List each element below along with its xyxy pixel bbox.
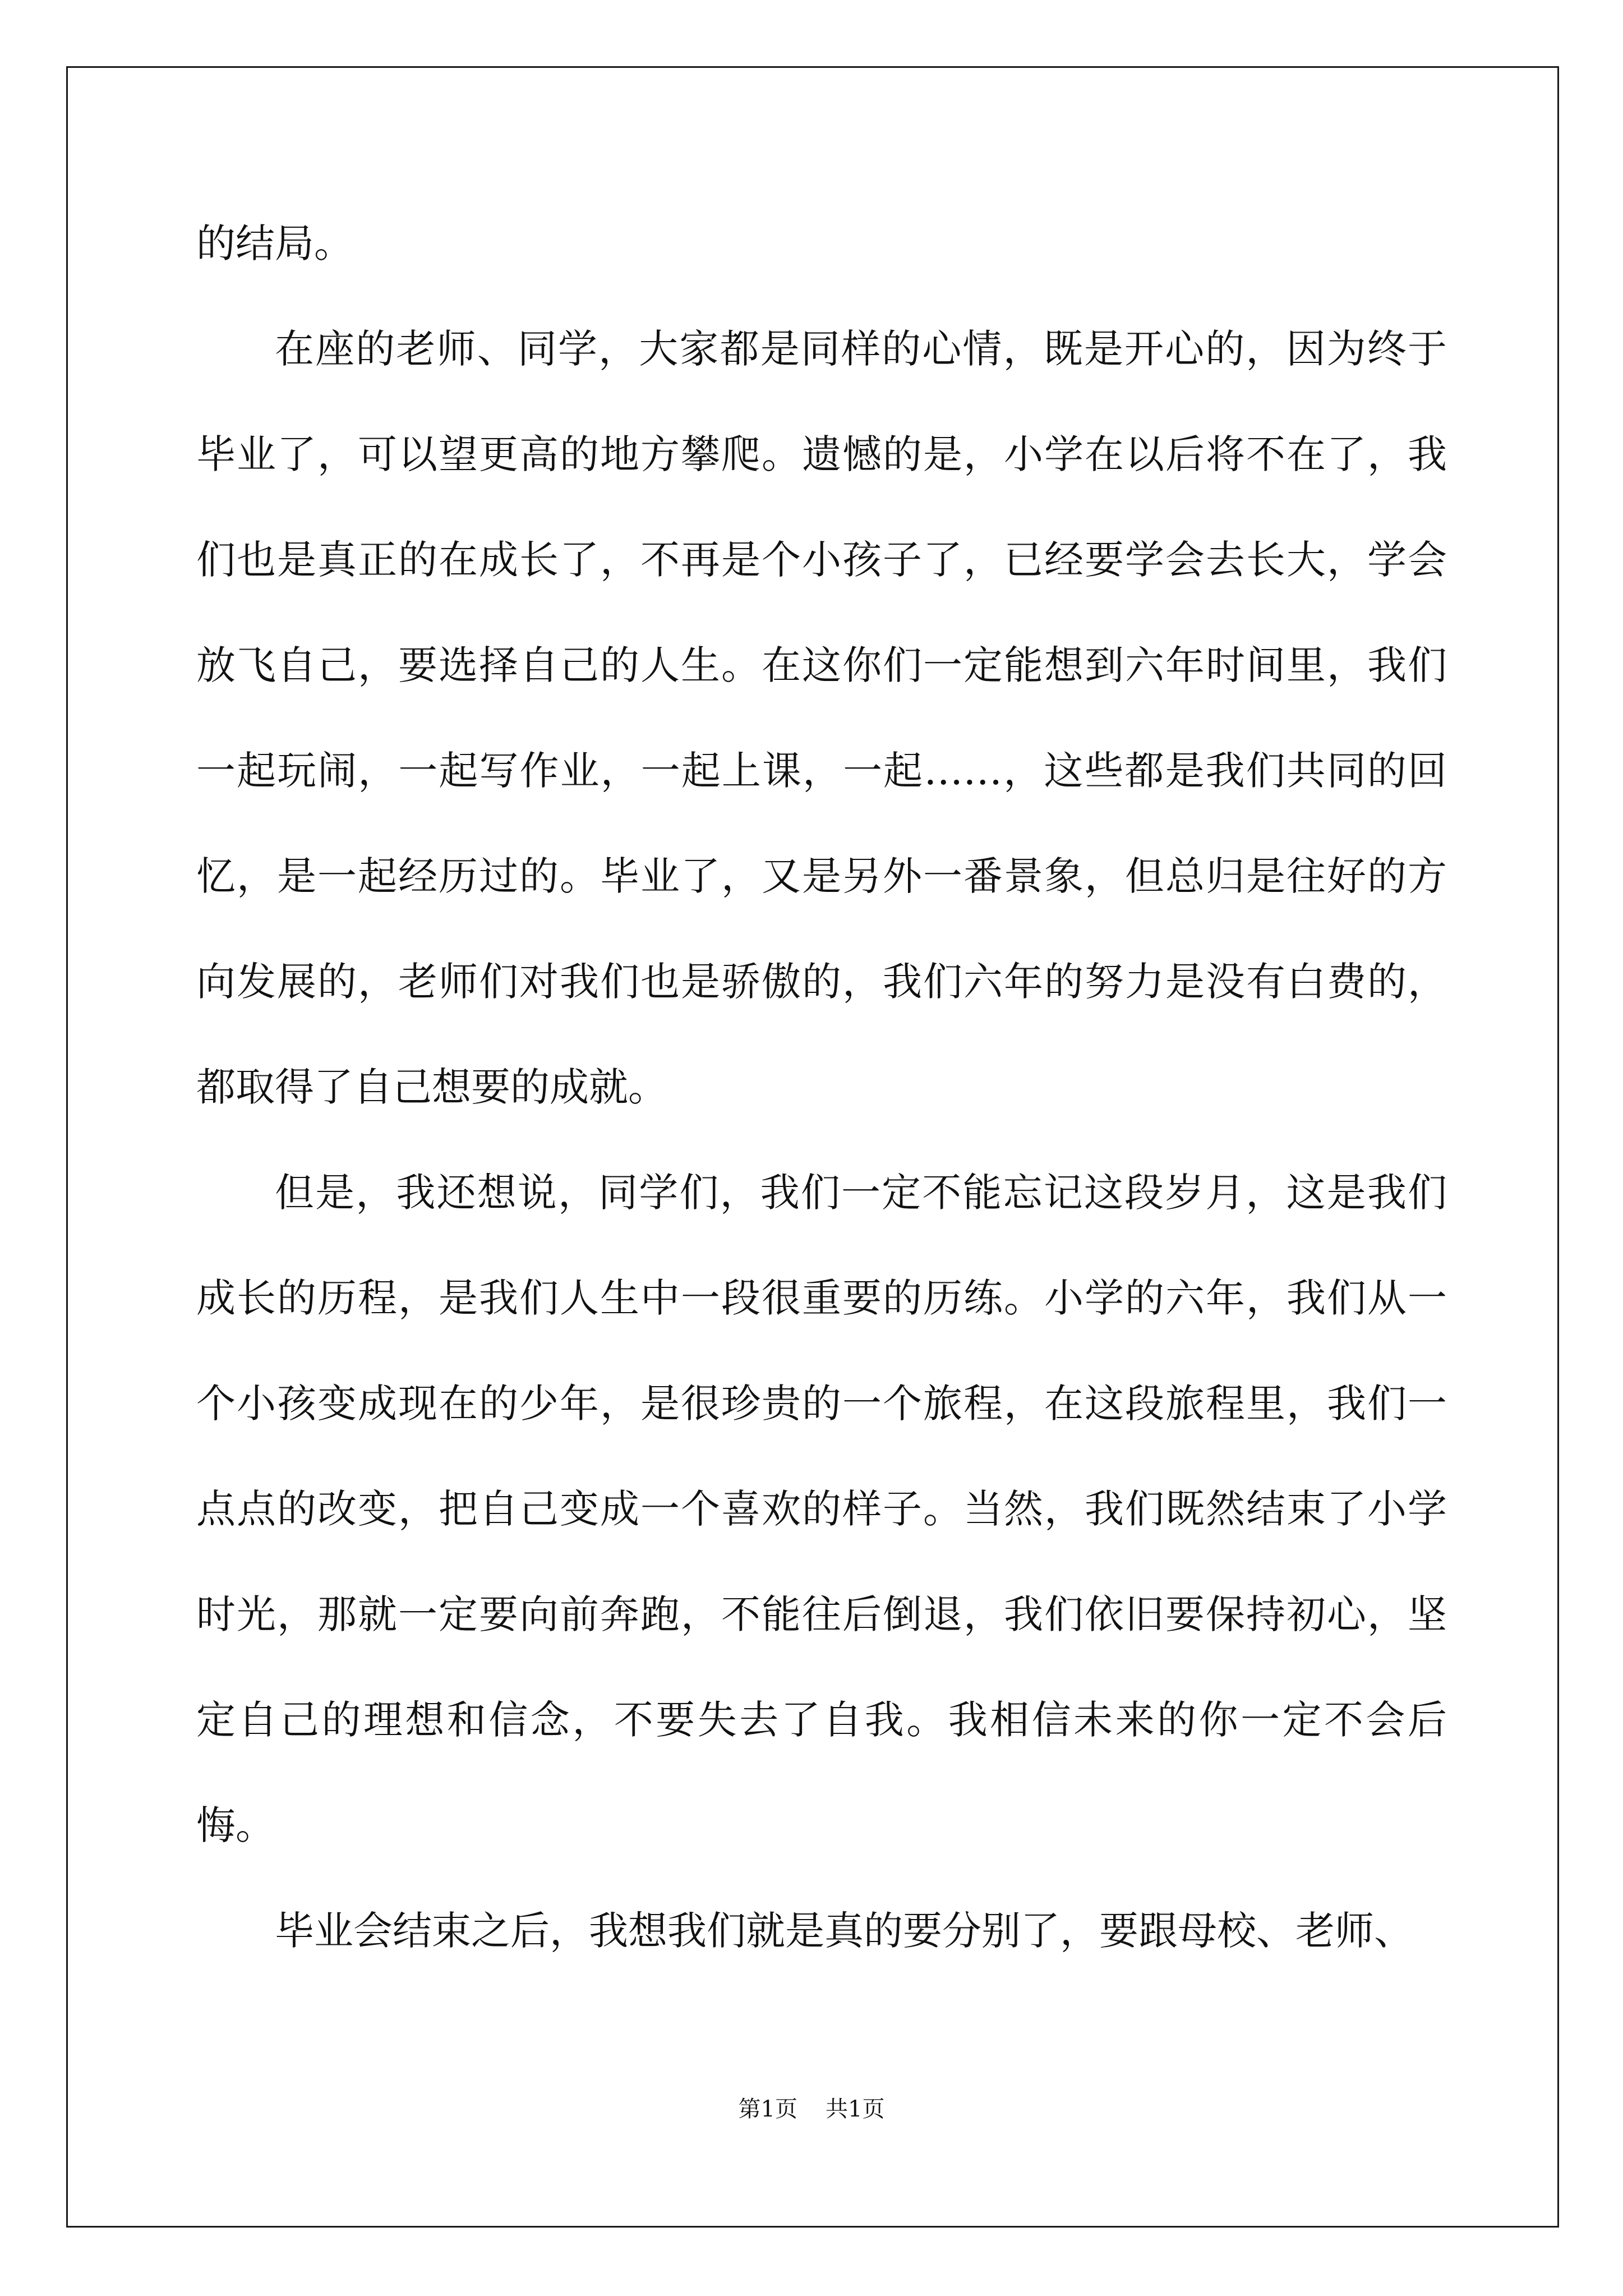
page-number: 第1页 <box>738 2096 797 2122</box>
document-body <box>196 191 1447 1984</box>
paragraph-2: 在座的老师、同学，大家都是同样的心情，既是开心的，因为终于毕业了，可以望更高的地方攀爬。遗憾的是，小学在以后将不在了，我们也是真正的在成长了，不再是个小孩子了，已经要学会去长大，学会放飞自己，要选择自己的人生。在这你们一定能想到六年时间里，我们一起玩闹，一起写作业，一起上课，一起……，这些都是我们共同的回忆，是一起经历过的。毕业了，又是另外一番景象，但总归是往好的方向发展的，老师们对我们也是骄傲的，我们六年的努力是没有白费的，都取得了自己想要的成就。 <box>196 326 1447 1110</box>
paragraph-4: 毕业会结束之后，我想我们就是真的要分别了，要跟母校、老师、 <box>275 1908 1413 1954</box>
page-footer <box>0 2091 1623 2123</box>
page-total: 共1页 <box>826 2096 885 2122</box>
paragraph-1: 的结局。 <box>196 220 353 266</box>
paragraph-3: 但是，我还想说，同学们，我们一定不能忘记这段岁月，这是我们成长的历程，是我们人生中一段很重要的历练。小学的六年，我们从一个小孩变成现在的少年，是很珍贵的一个旅程，在这段旅程里，我们一点点的改变，把自己变成一个喜欢的样子。当然，我们既然结束了小学时光，那就一定要向前奔跑，不能往后倒退，我们依旧要保持初心，坚定自己的理想和信念，不要失去了自我。我相信未来的你一定不会后悔。 <box>196 1170 1447 1848</box>
